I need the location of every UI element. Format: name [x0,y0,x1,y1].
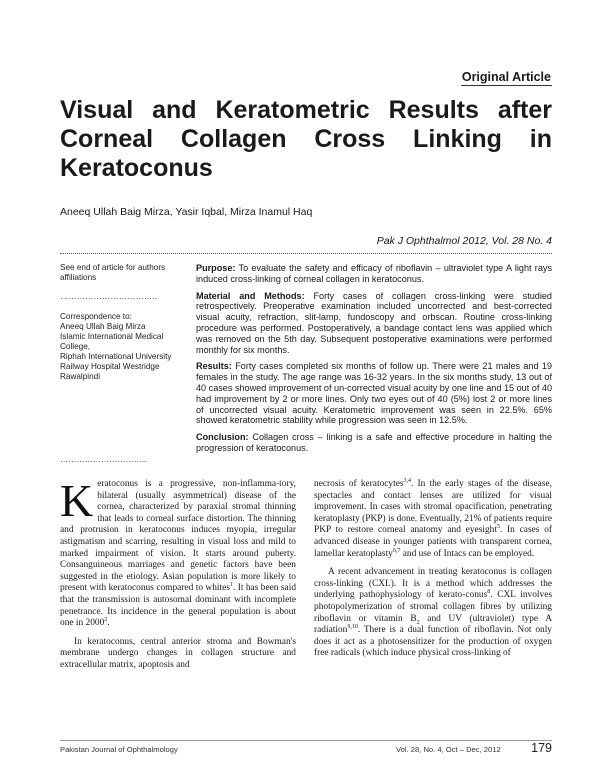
conclusion-text: Collagen cross – linking is a safe and effective procedure in halting the progression of keratoconus. [196,432,552,453]
reference-marker: 8 [487,589,491,596]
reference-marker: 1 [229,582,233,589]
methods-text: Forty cases of collagen cross-linking were studied retrospectively. Preoperative examination included uncorrected and best-corrected visual acuity, refraction, slit-lamp, fundoscopy and orbscan. Routine cross-linking procedure was performed. Postoperatively, a bandage contact lens was applied which was removed on the 5th day. Subsequent postoperative examinations were performed monthly for six months. [196,290,552,355]
header-divider [60,253,552,254]
drop-cap: K [60,475,94,526]
paragraph-text: . There is a dual function of riboflavin. Not only does it act as a photosensitizer for the production of oxygen free radicals (which induce physical cross-linking of [314,625,552,659]
purpose-label: Purpose: [196,263,236,273]
correspondence-line: Railway Hospital Westridge [60,362,160,371]
article-title: Visual and Keratometric Results after Corneal Collagen Cross Linking in Keratoconus [60,96,552,182]
conclusion-label: Conclusion: [196,432,249,443]
footer-issue: Vol. 28, No. 4, Oct – Dec, 2012 [396,745,501,754]
body-column-right [314,479,552,660]
correspondence-line: Riphah International University [60,352,172,361]
results-text: Forty cases completed six months of follow up. There were 21 males and 19 females in the study. The age range was 16-32 years. In the six months study, 13 out of 40 cases showed improvement of un-corrected visual acuity by one line and 15 out of 40 had improvement by 2 or more lines. Only two eyes out of 40 (5%) lost 2 or more lines of uncorrected visual acuity. Keratometric improvement was seen in 22.5%. 65% showed keratometric stability while progression was seen in 12.5%. [196,361,552,426]
paragraph-text: A recent advancement in treating keratoconus is collagen cross-linking (CXL). It is a method which addresses the underlying pathophysiology of kerato-conus [314,567,552,601]
abstract-conclusion [196,432,552,454]
author-list: Aneeq Ullah Baig Mirza, Yasir Iqbal, Mirza Inamul Haq [60,206,313,218]
paragraph-text: necrosis of keratocytes [314,479,404,489]
abstract-methods [196,291,552,356]
paragraph-text: . CXL involves photopolymerization of stromal collagen fibres by utilizing riboflavin or vitamin B [314,590,553,624]
results-label: Results: [196,361,232,372]
sidebar-divider: …………………………….. [60,292,158,301]
body-paragraph [314,567,552,660]
reference-marker: 2 [104,617,108,623]
body-paragraph: In keratoconus, central anterior stroma and Bowman's membrane undergo changes in collagen structure and extracellular matrix, apoptosis and [60,636,296,670]
correspondence-heading: Correspondence to: [60,312,132,321]
paragraph-text: . It has been said that the transmission is autosomal dominant with incomplete penetrance. Its incidence in the general population is about one in 2000 [60,583,297,629]
paragraph-text: and UV (ultraviolet) type A radiation [314,613,552,636]
affiliation-note: See end of article for authors affiliations [60,263,166,282]
section-label: Original Article [461,70,551,84]
reference-marker: 3,4 [403,477,412,484]
abstract-results [196,361,552,426]
page-number: 179 [531,741,552,755]
sidebar [60,263,184,382]
reference-marker: 9,10 [347,624,358,630]
reference-marker: 6,7 [392,547,401,554]
paragraph-text: and use of Intacs can be employed. [400,548,535,559]
body-paragraph [60,475,297,630]
abstract [196,263,552,460]
sidebar-bottom-divider: ………………………….. [60,455,147,464]
journal-citation: Pak J Ophthalmol 2012, Vol. 28 No. 4 [376,235,552,247]
paragraph-text: . [107,618,110,629]
purpose-text: To evaluate the safety and efficacy of riboflavin – ultraviolet type A light rays induced cross-linking of corneal collagen in keratoconus. [196,263,552,284]
body-column-left [60,475,297,672]
correspondence-line: Rawalpindi [60,372,101,381]
reference-marker: 5 [496,524,500,531]
footer-journal: Pakistan Journal of Ophthalmology [60,745,178,754]
paragraph-text: . In the early stages of the disease, spectacles and contact lenses are utilized for visual improvement. In cases with stromal opacification, penetrating keratoplasty (PKP) is done. Eventually, 21% of patients require PKP to restore corneal anatomy and eyesight [314,479,552,536]
abstract-purpose [196,263,552,285]
correspondence-line: Aneeq Ullah Baig Mirza [60,322,146,331]
paragraph-text: eratoconus is a progressive, non-inflamma-tory, bilateral (usually asymmetrical) disease of the cornea, characterized by paraxial stromal thinning that leads to corneal surface distortion. The thinning and protrusion in keratoconus induces myopia, irregular astigmatism and scarring, resulting in visual loss and mild to marked impairment of vision. It starts around puberty. Consanguineous marriages and genetic factors have been suggested in the etiology. Asian population is more likely to present with keratoconus compared to whites [60,479,296,594]
body-paragraph [314,479,552,560]
footer-divider [60,740,552,741]
paragraph-text: . In cases of advanced disease in younger patients with transparent cornea, lamellar keratoplasty [314,525,552,559]
correspondence-line: Islamic International Medical College, [60,332,164,351]
subscript: 2 [416,619,420,626]
methods-label: Material and Methods: [196,290,305,301]
